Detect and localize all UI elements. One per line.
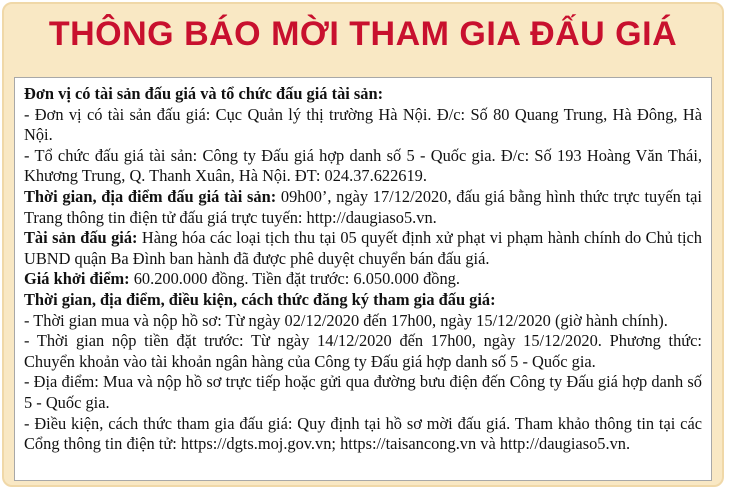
registration-conditions: - Điều kiện, cách thức tham gia đấu giá: Quy định tại hồ sơ mời đấu giá. Tham khảo thông tin tại các Cổng thông tin điện tử: https://dgts.moj.gov.vn; https://taisancong.vn và http://daugiaso5.vn. [24, 413, 702, 454]
auction-asset [24, 228, 702, 269]
auction-time-place [24, 187, 702, 228]
registration-deposit-time: - Thời gian nộp tiền đặt trước: Từ ngày 14/12/2020 đến 17h00, ngày 15/12/2020. Phương thức: Chuyển khoản vào tài khoản ngân hàng của Công ty Đấu giá hợp danh số 5 - Quốc gia. [24, 331, 702, 371]
starting-price-label: Giá khởi điểm: [24, 269, 130, 289]
owner-and-organizer-heading: Đơn vị có tài sản đấu giá và tổ chức đấu giá tài sản: [24, 84, 384, 103]
auction-asset-label: Tài sản đấu giá: [24, 228, 138, 248]
auction-asset-text: Hàng hóa các loại tịch thu tại 05 quyết định xử phạt vi phạm hành chính do Chủ tịch UBND quận Ba Đình ban hành đã được phê duyệt chuyển bán đấu giá. [24, 228, 702, 268]
starting-price [24, 269, 702, 290]
registration-heading: Thời gian, địa điểm, điều kiện, cách thức đăng ký tham gia đấu giá: [24, 289, 496, 309]
registration-place: - Địa điểm: Mua và nộp hồ sơ trực tiếp hoặc gửi qua đường bưu điện đến Công ty Đấu giá hợp danh số 5 - Quốc gia. [24, 372, 702, 412]
starting-price-text: 60.200.000 đồng. Tiền đặt trước: 6.050.000 đồng. [129, 269, 460, 289]
registration-dossier-time: - Thời gian mua và nộp hồ sơ: Từ ngày 02/12/2020 đến 17h00, ngày 15/12/2020 (giờ hành chính). [24, 310, 668, 330]
auction-time-place-text: 09h00’, ngày 17/12/2020, đấu giá bằng hình thức trực tuyến tại Trang thông tin điện tử đấu giá trực tuyến: http://daugiaso5.vn. [24, 186, 702, 227]
auction-organizer-info: - Tổ chức đấu giá tài sản: Công ty Đấu giá hợp danh số 5 - Quốc gia. Đ/c: Số 193 Hoàng Văn Thái, Khương Trung, Q. Thanh Xuân, Hà Nội. ĐT: 024.37.622619. [24, 145, 702, 186]
asset-owner-info: - Đơn vị có tài sản đấu giá: Cục Quản lý thị trường Hà Nội. Đ/c: Số 80 Quang Trung, Hà Đông, Hà Nội. [24, 104, 702, 145]
notice-title: THÔNG BÁO MỜI THAM GIA ĐẤU GIÁ [48, 15, 678, 53]
notice-body [14, 77, 712, 481]
auction-time-place-label: Thời gian, địa điểm đấu giá tài sản: [24, 186, 277, 206]
